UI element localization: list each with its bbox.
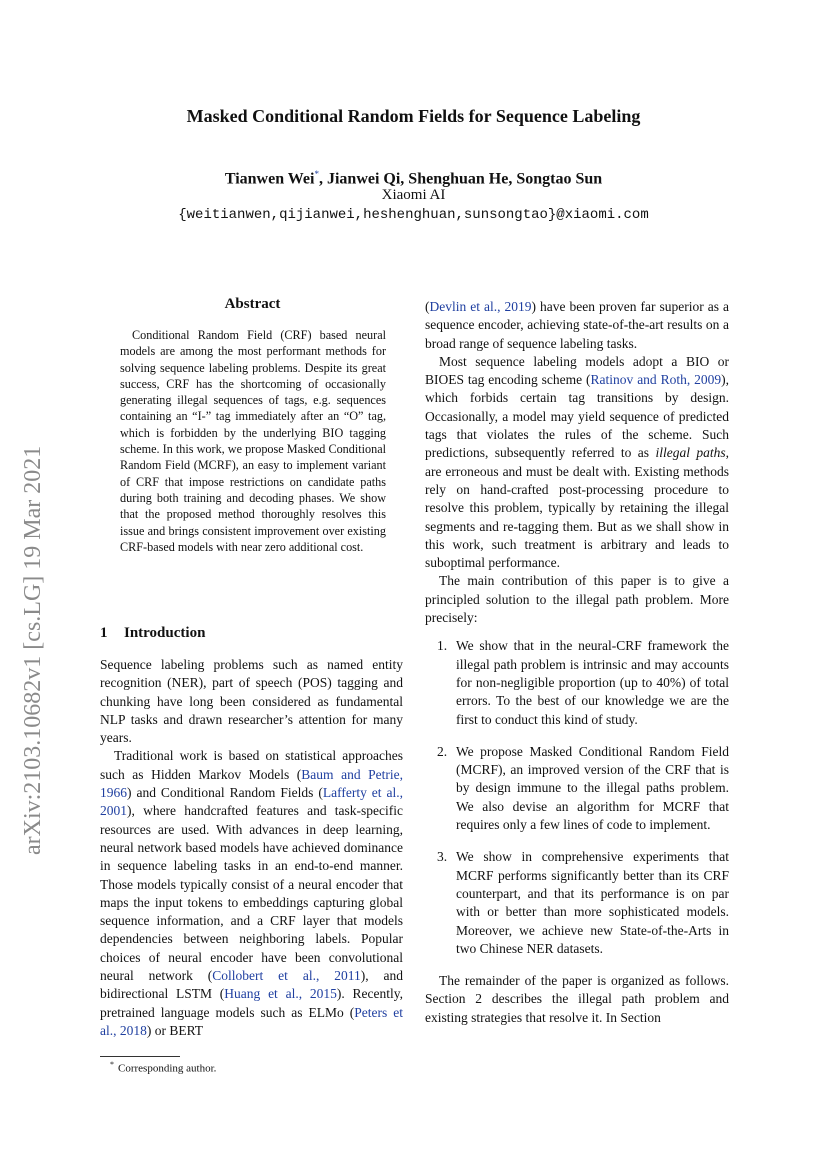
citation-link[interactable]: Huang et al., 2015 [224,986,337,1002]
paragraph [425,298,729,353]
author-emails: {weitianwen,qijianwei,heshenghuan,sunsongtao}@xiaomi.com [178,207,649,223]
list-number: 3. [437,849,448,865]
introduction-left-column [100,656,403,1040]
section-title: Introduction [124,625,206,641]
author-list [0,169,827,188]
footnote-text: Corresponding author. [118,1062,217,1075]
paragraph-text: ) or BERT [146,1022,204,1038]
paragraph-text: ), which forbids certain tag transitions by design. Occasionally, a model may yield sequence of predicted tags that violates the rules of the scheme. Such predictions, subsequently referred to as [425,372,729,461]
corresponding-author-marker[interactable]: * [314,169,319,179]
paragraph: The remainder of the paper is organized as follows. Section 2 describes the illegal path problem and existing strategies that resolve it. In Section [425,973,729,1025]
paragraph-text: Most sequence labeling models adopt a BIO or BIOES tag encoding scheme ( [425,353,729,388]
paper-title: Masked Conditional Random Fields for Sequence Labeling [186,106,641,126]
list-item-text: We propose Masked Conditional Random Field (MCRF), an improved version of the CRF that is by design immune to the illegal paths problem. We also devise an algorithm for MCRF that requires only a few lines of code to implement. [456,743,729,833]
paragraph-text: ), and bidirectional LSTM ( [100,968,404,1002]
paragraph [425,353,729,573]
abstract-text: Conditional Random Field (CRF) based neural models are among the most performant methods for solving sequence labeling problems. Despite its great success, CRF has the shortcoming of occasionally generating illegal sequences of tags, e.g. sequences containing an “I-” tag immediately after an “O” tag, which is forbidden by the underlying BIO tagging scheme. In this work, we propose Masked Conditional Random Field (MCRF), an easy to implement variant of CRF that impose restrictions on candidate paths during both training and decoding phases. We show that the proposed method thoroughly resolves this issue and brings consistent improvement over existing CRF-based models with near zero additional cost. [120,328,386,554]
footnote-marker: * [110,1060,114,1069]
section-number: 1 [100,625,108,641]
first-author: Tianwen Wei [224,170,315,188]
contribution-list [425,637,729,958]
citation-link[interactable]: Ratinov and Roth, 2009 [590,372,722,388]
list-item [425,743,729,834]
introduction-right-column [425,298,729,1027]
citation-link[interactable]: Collobert et al., 2011 [212,968,361,984]
list-item-text: We show that in the neural-CRF framework the illegal path problem is intrinsic and may accounts for non-negligible proportion (up to 40%) of total errors. To the best of our knowledge we are the first to conduct this kind of study. [456,638,729,727]
paragraph [100,747,403,1040]
list-number: 2. [437,743,448,759]
paragraph: The main contribution of this paper is to give a principled solution to the illegal path problem. More precisely: [425,573,729,626]
paragraph-text: ) have been proven far superior as a sequence encoder, achieving state-of-the-art results on a broad range of sequence labeling tasks. [425,299,729,351]
paragraph-text: ). Recently, pretrained language models such as ELMo ( [100,986,403,1020]
paragraph: Sequence labeling problems such as named entity recognition (NER), part of speech (POS) tagging and chunking have long been considered as fundamental NLP tasks and drawn researcher’s attention for many years. [100,657,403,746]
paragraph-text: , are erroneous and must be dealt with. Existing methods rely on hand-crafted post-processing procedure to resolve this problem, typically by retaining the illegal segments and re-tagging them. But as we shall show in this work, such treatment is arbitrary and leads to suboptimal performance. [425,445,730,571]
list-number: 1. [437,638,448,654]
arxiv-identifier-sidebar: arXiv:2103.10682v1 [cs.LG] 19 Mar 2021 [20,445,46,855]
citation-link[interactable]: Peters et al., 2018 [100,1004,403,1038]
paragraph-text: Traditional work is based on statistical approaches such as Hidden Markov Models ( [100,748,403,782]
footnote-divider [100,1056,180,1057]
footnote [100,1060,400,1075]
list-item [425,848,729,958]
list-item-text: We show in comprehensive experiments that MCRF performs significantly better than its CRF counterpart, and that its performance is on par with or better than more sophisticated models. Moreover, we achieve new State-of-the-Arts in two Chinese NER datasets. [456,849,729,956]
list-item [425,637,729,728]
affiliation: Xiaomi AI [381,187,446,203]
paragraph-text: ) and Conditional Random Fields ( [127,785,323,801]
citation-link[interactable]: Devlin et al., 2019 [429,299,532,314]
emphasized-term: illegal paths [655,445,726,461]
other-authors: , Jianwei Qi, Shenghuan He, Songtao Sun [318,170,603,188]
abstract-body [120,327,386,555]
abstract-heading: Abstract [224,296,281,312]
paragraph-text: ), where handcrafted features and task-specific resources are used. With advances in deep learning, neural network based models have achieved dominance in sequence labeling tasks in an end-to-end manner. Those models typically consist of a neural encoder that maps the input tokens to embeddings capturing global sequence information, and a CRF layer that models dependencies between neighboring labels. Popular choices of neural encoder have been convolutional neural network ( [100,803,403,984]
citation-link[interactable]: Baum and Petrie, 1966 [100,766,403,801]
citation-link[interactable]: Lafferty et al., 2001 [100,785,403,819]
section-heading-introduction [100,625,400,642]
paragraph-text: ( [425,299,430,314]
